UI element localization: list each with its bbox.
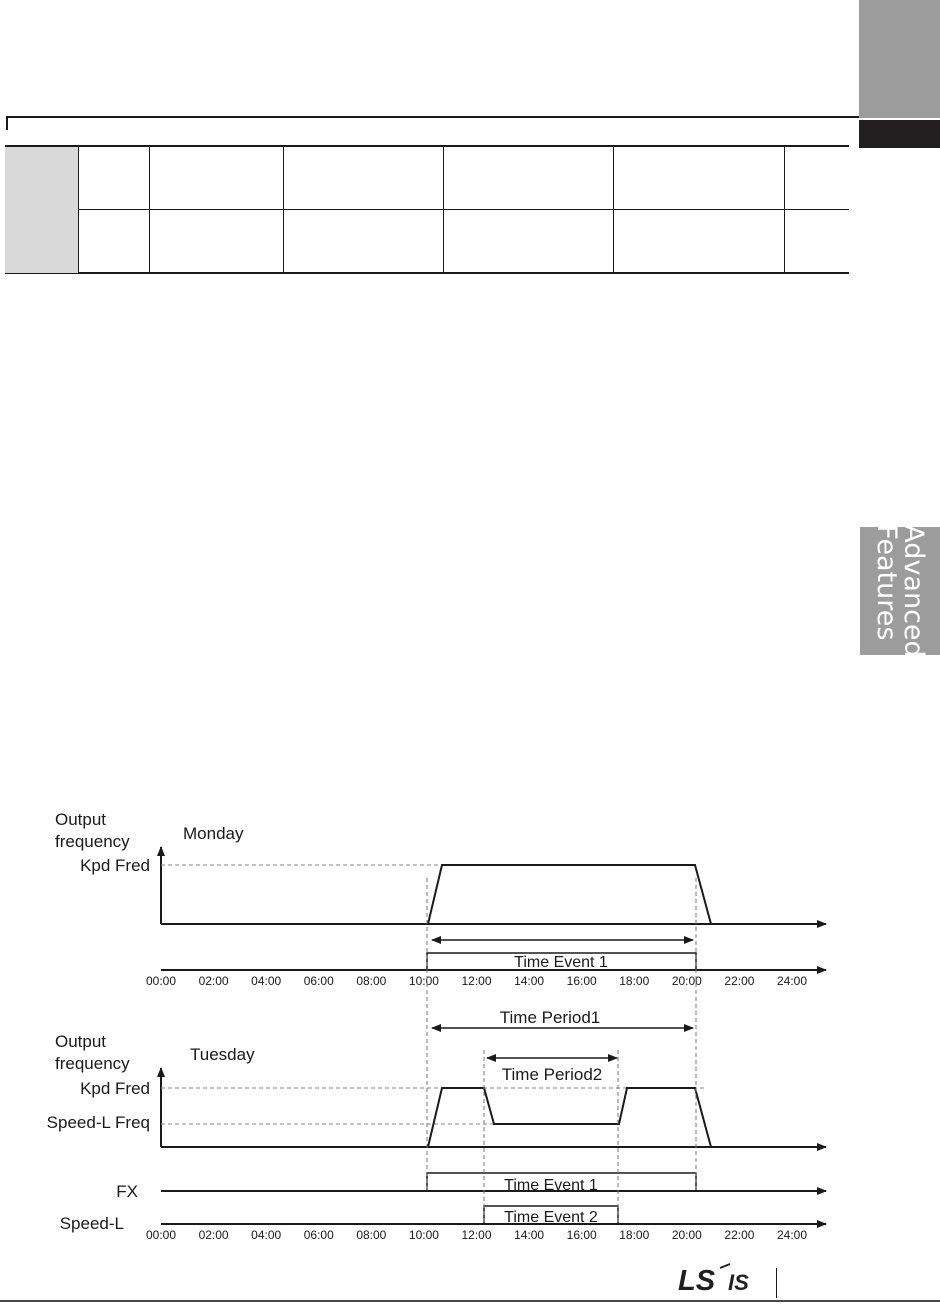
side-tab-line1: Advanced [898, 524, 929, 658]
tuesday-tick-labels [146, 1228, 807, 1242]
tuesday-tick-label: 14:00 [514, 1228, 545, 1242]
table-row [5, 146, 849, 210]
footer-rule [0, 1300, 940, 1302]
tuesday-panel [47, 1008, 826, 1242]
tuesday-tick-label: 22:00 [724, 1228, 755, 1242]
side-tab-advanced-features[interactable] [860, 524, 940, 658]
monday-tick-label: 04:00 [251, 974, 282, 988]
tuesday-tick-label: 16:00 [566, 1228, 597, 1242]
table-cell [613, 210, 784, 274]
monday-tick-label: 06:00 [303, 974, 334, 988]
monday-tick-label: 08:00 [356, 974, 387, 988]
side-tab-label [873, 524, 927, 657]
logo-accent [720, 1264, 730, 1268]
table-cell-code [5, 146, 78, 273]
chapter-tab-dark [859, 120, 940, 148]
table-cell [283, 146, 443, 210]
header-tick [6, 116, 8, 130]
period1-label: Time Period1 [499, 1008, 601, 1027]
parameter-table [5, 145, 849, 274]
table-row [5, 210, 849, 274]
monday-tick-label: 18:00 [619, 974, 650, 988]
side-tab-line2: Features [871, 524, 902, 641]
table-cell [283, 210, 443, 274]
monday-ylabel-1: Output [55, 810, 107, 829]
monday-tick-label: 22:00 [724, 974, 755, 988]
timing-diagram [0, 790, 860, 1250]
logo-ls: LS [678, 1265, 716, 1297]
table-cell [149, 146, 283, 210]
monday-day-label: Monday [183, 824, 244, 843]
tuesday-high-label: Kpd Fred [80, 1079, 150, 1098]
table-cell [149, 210, 283, 274]
table-cell [784, 146, 849, 210]
table-cell [613, 146, 784, 210]
tuesday-tick-label: 00:00 [145, 1228, 177, 1242]
tuesday-ylabel-1: Output [55, 1032, 107, 1051]
monday-tick-label: 24:00 [776, 974, 808, 988]
tuesday-ylabel-2: frequency [55, 1054, 130, 1073]
tuesday-day-label: Tuesday [190, 1045, 255, 1064]
tuesday-tick-label: 18:00 [619, 1228, 650, 1242]
vertical-guides [427, 878, 696, 1224]
monday-panel [55, 810, 826, 988]
tuesday-low-label: Speed-L Freq [46, 1113, 150, 1132]
chapter-tab-grey [859, 0, 940, 118]
speedl-label: Speed-L [59, 1214, 124, 1233]
tuesday-tick-label: 10:00 [408, 1228, 439, 1242]
monday-frequency-trace [161, 865, 711, 924]
fx-label: FX [116, 1182, 138, 1201]
header-rule [6, 116, 859, 118]
table-cell [78, 210, 149, 274]
speedl-event-label: Time Event 2 [504, 1209, 598, 1226]
fx-event-label: Time Event 1 [504, 1177, 598, 1194]
tuesday-tick-label: 24:00 [776, 1228, 808, 1242]
table-cell [443, 210, 613, 274]
table-cell [784, 210, 849, 274]
tuesday-tick-label: 08:00 [356, 1228, 387, 1242]
tuesday-tick-label: 12:00 [461, 1228, 492, 1242]
ls-is-logo [672, 1262, 772, 1298]
monday-tick-label: 10:00 [408, 974, 439, 988]
monday-tick-labels [146, 974, 807, 988]
footer-divider [776, 1268, 777, 1298]
table-cell [78, 146, 149, 210]
monday-tick-label: 14:00 [514, 974, 545, 988]
tuesday-tick-label: 20:00 [671, 1228, 702, 1242]
monday-ylabel-2: frequency [55, 832, 130, 851]
tuesday-tick-label: 06:00 [303, 1228, 334, 1242]
tuesday-tick-label: 04:00 [251, 1228, 282, 1242]
monday-tick-label: 02:00 [198, 974, 229, 988]
monday-event-label: Time Event 1 [514, 954, 608, 971]
monday-level-label: Kpd Fred [80, 856, 150, 875]
table-cell [443, 146, 613, 210]
tuesday-tick-label: 02:00 [198, 1228, 229, 1242]
monday-tick-label: 12:00 [461, 974, 492, 988]
monday-tick-label: 16:00 [566, 974, 597, 988]
logo-is: IS [728, 1270, 749, 1295]
monday-tick-label: 20:00 [671, 974, 702, 988]
tuesday-frequency-trace [161, 1088, 711, 1147]
monday-tick-label: 00:00 [145, 974, 177, 988]
period2-label: Time Period2 [501, 1065, 603, 1084]
